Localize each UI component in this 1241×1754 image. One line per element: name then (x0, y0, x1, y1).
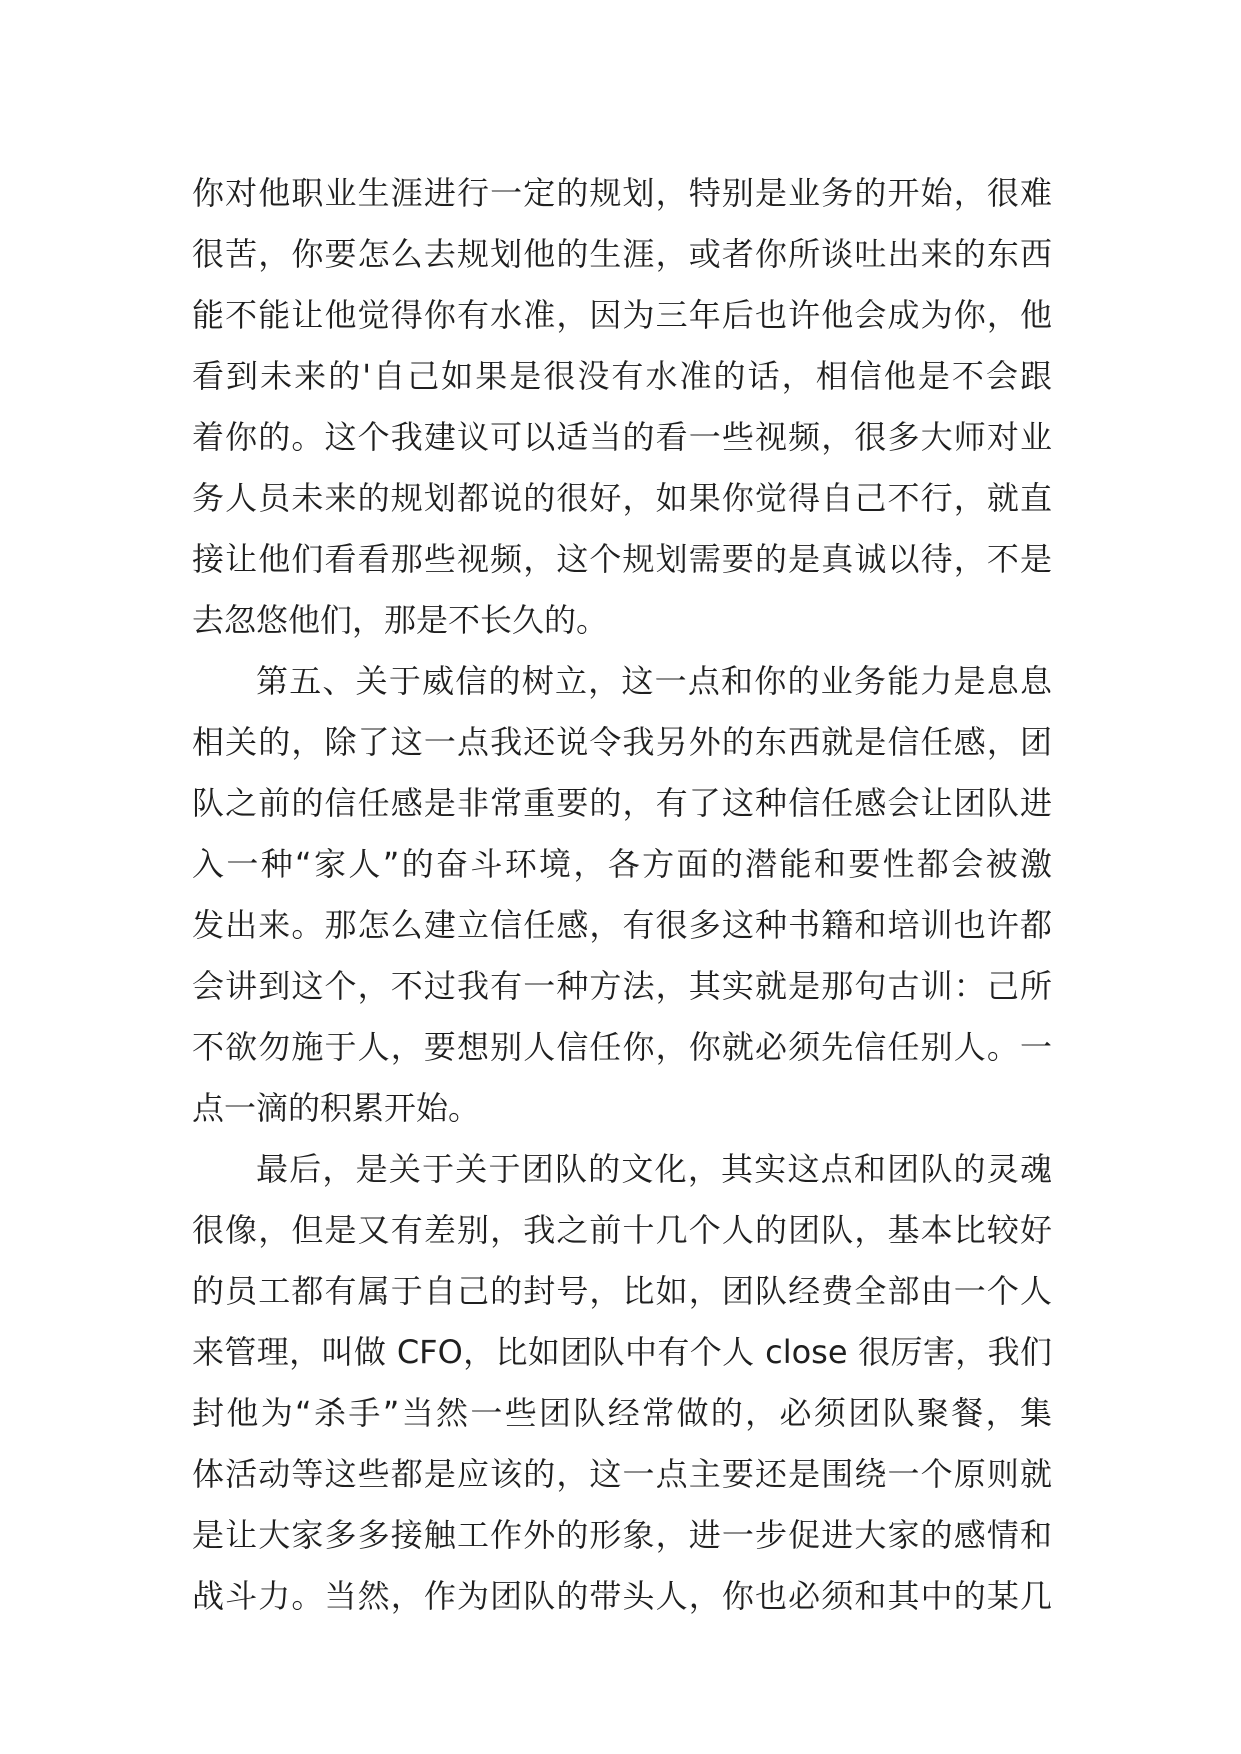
text-line: 战斗力。当然，作为团队的带头人，你也必须和其中的某几 (192, 1577, 1052, 1615)
text-line: 队之前的信任感是非常重要的，有了这种信任感会让团队进 (192, 784, 1052, 822)
paragraph (192, 163, 1052, 651)
text-line: 来管理，叫做 CFO，比如团队中有个人 close 很厉害，我们 (192, 1333, 1052, 1371)
text-line: 能不能让他觉得你有水准，因为三年后也许他会成为你，他 (192, 296, 1052, 334)
text-line: 不欲勿施于人，要想别人信任你，你就必须先信任别人。一 (192, 1028, 1052, 1066)
text-line: 相关的，除了这一点我还说令我另外的东西就是信任感，团 (192, 723, 1052, 761)
text-line: 看到未来的'自己如果是很没有水准的话，相信他是不会跟 (192, 357, 1052, 395)
text-line: 很苦，你要怎么去规划他的生涯，或者你所谈吐出来的东西 (192, 235, 1052, 273)
text-line: 接让他们看看那些视频，这个规划需要的是真诚以待，不是 (192, 540, 1052, 578)
paragraph (192, 1139, 1052, 1627)
text-line: 的员工都有属于自己的封号，比如，团队经费全部由一个人 (192, 1272, 1052, 1310)
text-line: 去忽悠他们，那是不长久的。 (192, 601, 609, 639)
body-text (192, 163, 1052, 1627)
text-line: 你对他职业生涯进行一定的规划，特别是业务的开始，很难 (192, 174, 1052, 212)
text-line: 最后，是关于关于团队的文化，其实这点和团队的灵魂 (256, 1150, 1052, 1188)
text-line: 务人员未来的规划都说的很好，如果你觉得自己不行，就直 (192, 479, 1052, 517)
text-line: 是让大家多多接触工作外的形象，进一步促进大家的感情和 (192, 1516, 1052, 1554)
text-line: 体活动等这些都是应该的，这一点主要还是围绕一个原则就 (192, 1455, 1052, 1493)
text-line: 着你的。这个我建议可以适当的看一些视频，很多大师对业 (192, 418, 1052, 456)
text-line: 会讲到这个，不过我有一种方法，其实就是那句古训：己所 (192, 967, 1052, 1005)
text-line: 第五、关于威信的树立，这一点和你的业务能力是息息 (256, 662, 1052, 700)
text-line: 很像，但是又有差别，我之前十几个人的团队，基本比较好 (192, 1211, 1052, 1249)
paragraph (192, 651, 1052, 1139)
text-line: 封他为“杀手”当然一些团队经常做的，必须团队聚餐，集 (192, 1394, 1052, 1432)
text-line: 发出来。那怎么建立信任感，有很多这种书籍和培训也许都 (192, 906, 1052, 944)
text-line: 点一滴的积累开始。 (192, 1089, 481, 1127)
text-line: 入一种“家人”的奋斗环境，各方面的潜能和要性都会被激 (192, 845, 1052, 883)
